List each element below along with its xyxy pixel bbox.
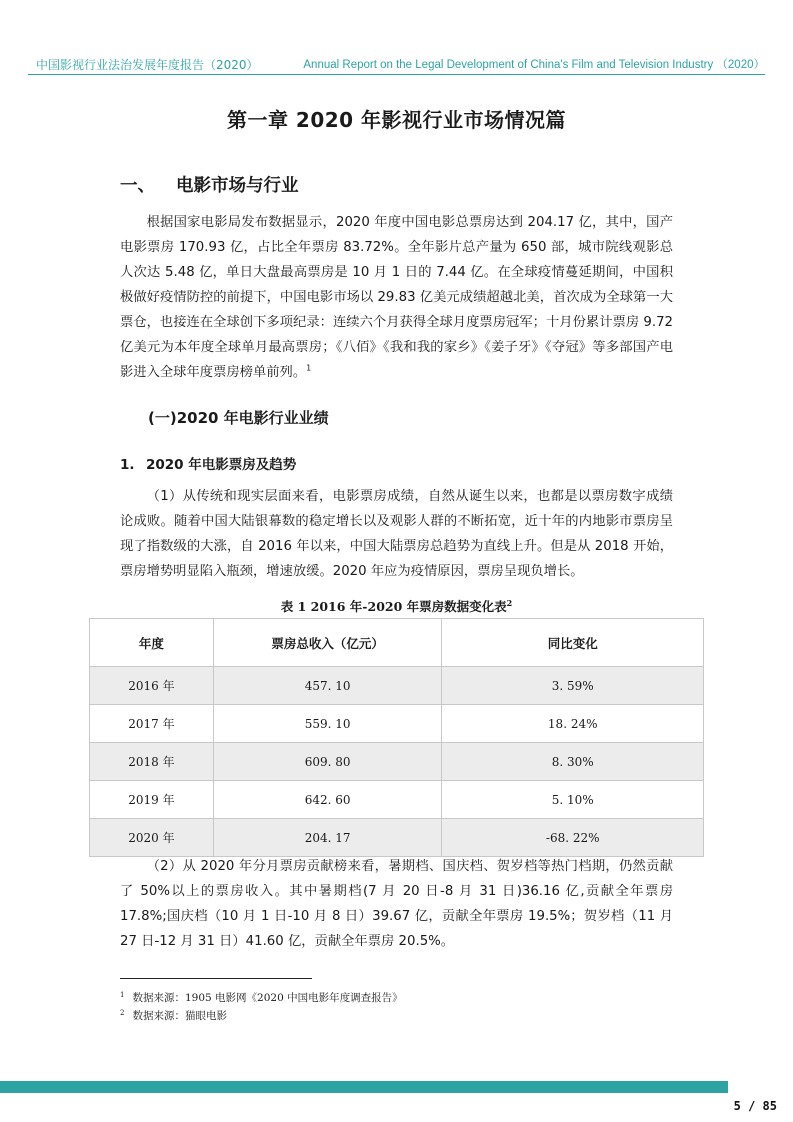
table-header-row bbox=[90, 619, 704, 667]
footnote-ref-2[interactable]: 2 bbox=[506, 597, 513, 608]
subsubsection-heading bbox=[120, 453, 296, 473]
table-cell-year: 2017 年 bbox=[90, 705, 214, 743]
table-header-revenue: 票房总收入（亿元） bbox=[213, 619, 442, 667]
table-cell-revenue: 609. 80 bbox=[213, 743, 442, 781]
footnote-number: 2 bbox=[120, 1008, 125, 1017]
footnote bbox=[120, 990, 403, 1005]
table-cell-year: 2016 年 bbox=[90, 667, 214, 705]
table-caption bbox=[0, 597, 793, 615]
table-cell-year: 2018 年 bbox=[90, 743, 214, 781]
footnote-divider bbox=[120, 978, 312, 979]
footnote-ref-1[interactable]: 1 bbox=[306, 363, 312, 373]
table-header-year: 年度 bbox=[90, 619, 214, 667]
table-cell-change: 18. 24% bbox=[442, 705, 704, 743]
table-cell-change: -68. 22% bbox=[442, 819, 704, 857]
table-header-change: 同比变化 bbox=[442, 619, 704, 667]
table-cell-change: 3. 59% bbox=[442, 667, 704, 705]
subsubsection-number: 1. bbox=[120, 457, 135, 473]
section-number: 一、 bbox=[120, 176, 155, 196]
section-heading bbox=[120, 172, 299, 197]
table-cell-revenue: 457. 10 bbox=[213, 667, 442, 705]
footnote-text: 数据来源：猫眼电影 bbox=[132, 1010, 227, 1022]
table-cell-revenue: 204. 17 bbox=[213, 819, 442, 857]
table-cell-revenue: 642. 60 bbox=[213, 781, 442, 819]
table-row bbox=[90, 705, 704, 743]
table-caption-text: 表 1 2016 年-2020 年票房数据变化表 bbox=[280, 599, 507, 614]
table-cell-revenue: 559. 10 bbox=[213, 705, 442, 743]
footnote-text: 数据来源：1905 电影网《2020 中国电影年度调查报告》 bbox=[132, 992, 403, 1004]
section-title: 电影市场与行业 bbox=[176, 176, 299, 196]
paragraph-box-office-trend: （1）从传统和现实层面来看，电影票房成绩，自然从诞生以来，也都是以票房数字成绩论成败。随着中国大陆银幕数的稳定增长以及观影人群的不断拓宽，近十年的内地影市票房呈现了指数级的大涨，自 2016 年以来，中国大陆票房总趋势为直线上升。但是从 2018 开始，票房增势明显陷入瓶颈，增速放缓。2020 年应为疫情原因，票房呈现负增长。 bbox=[120, 489, 673, 579]
table-row bbox=[90, 781, 704, 819]
header-report-title-cn: 中国影视行业法治发展年度报告（2020） bbox=[36, 58, 259, 72]
table-row bbox=[90, 819, 704, 857]
chapter-title: 第一章 2020 年影视行业市场情况篇 bbox=[226, 108, 567, 132]
page-number: 5 / 85 bbox=[733, 1099, 777, 1113]
footnote bbox=[120, 1008, 227, 1023]
table-cell-change: 8. 30% bbox=[442, 743, 704, 781]
table-row bbox=[90, 667, 704, 705]
header-report-title-en: Annual Report on the Legal Development of China's Film and Television Industry （2020） bbox=[303, 59, 765, 71]
subsection-heading: (一)2020 年电影行业业绩 bbox=[148, 409, 329, 427]
paragraph-market-overview bbox=[120, 210, 673, 385]
table-cell-change: 5. 10% bbox=[442, 781, 704, 819]
paragraph-text: 根据国家电影局发布数据显示，2020 年度中国电影总票房达到 204.17 亿，其中，国产电影票房 170.93 亿，占比全年票房 83.72%。全年影片总产量为 650 部，城市院线观影总人次达 5.48 亿，单日大盘最高票房是 10 月 1 日的 7.44 亿。在全球疫情蔓延期间，中国积极做好疫情防控的前提下，中国电影市场以 29.83 亿美元成绩超越北美，首次成为全球第一大票仓，也接连在全球创下多项纪录：连续六个月获得全球月度票房冠军；十月份累计票房 9.72 亿美元为本年度全球单月最高票房；《八佰》《我和我的家乡》《姜子牙》《夺冠》等多部国产电影进入全球年度票房榜单前列。 bbox=[120, 215, 673, 380]
table-row bbox=[90, 743, 704, 781]
table-cell-year: 2019 年 bbox=[90, 781, 214, 819]
header-divider bbox=[28, 74, 765, 75]
box-office-table bbox=[89, 618, 704, 857]
footer-accent-bar bbox=[0, 1081, 728, 1093]
footnote-number: 1 bbox=[120, 990, 125, 999]
paragraph-peak-seasons: （2）从 2020 年分月票房贡献榜来看，暑期档、国庆档、贺岁档等热门档期，仍然贡献了 50%以上的票房收入。其中暑期档(7 月 20 日-8 月 31 日)36.16 亿,贡献全年票房 17.8%;国庆档（10 月 1 日-10 月 8 日）39.67 亿，贡献全年票房 19.5%；贺岁档（11 月 27 日-12 月 31 日）41.60 亿，贡献全年票房 20.5%。 bbox=[120, 859, 673, 949]
table-cell-year: 2020 年 bbox=[90, 819, 214, 857]
subsubsection-title: 2020 年电影票房及趋势 bbox=[146, 457, 297, 473]
